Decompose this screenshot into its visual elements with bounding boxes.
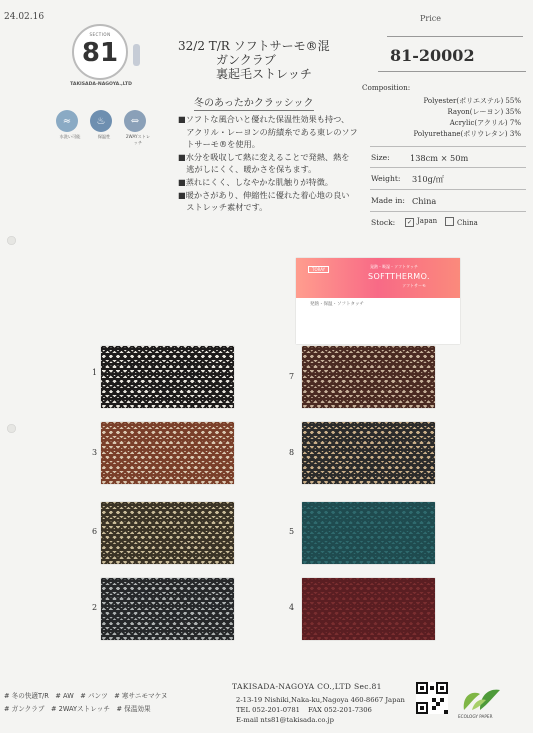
tag-sub: ソフトサーモ	[402, 283, 426, 288]
section-label: SECTION	[89, 32, 111, 37]
fabric-swatch[interactable]	[302, 578, 435, 640]
section-logo	[72, 24, 128, 80]
description-line: ■暖かさがあり、伸縮性に優れた着心地の良い	[178, 189, 350, 200]
fabric-swatch[interactable]	[101, 422, 234, 484]
description-line: 逃がしにくく、暖かさを保ちます。	[178, 164, 317, 175]
brand-small: TAKISADA-NAGOYA.,LTD	[70, 82, 132, 87]
feature-label: 2WAYストレッチ	[125, 134, 151, 145]
composition-item: Polyester(ポリエステル) 55%	[423, 97, 521, 105]
punch-hole	[7, 424, 16, 433]
hashtag-list	[4, 690, 167, 716]
company-address: 2-13-19 Nishiki,Naka-ku,Nagoya 460-8667 Japan	[236, 696, 405, 704]
yarn-tube-icon	[133, 44, 140, 66]
stretch-icon: ⇔	[124, 110, 146, 132]
product-description	[178, 113, 374, 214]
stock-china-label: China	[457, 219, 478, 227]
divider	[370, 167, 526, 168]
swatch-number: 1	[92, 368, 98, 377]
composition-item: Polyurethane(ポリウレタン) 3%	[413, 130, 521, 138]
qr-code-icon[interactable]	[416, 682, 448, 714]
ecology-leaf-icon	[458, 684, 504, 714]
price-label: Price	[420, 14, 441, 23]
hashtag-line: # ガンクラブ # 2WAYストレッチ # 保温効果	[4, 705, 151, 713]
issue-date: 24.02.16	[4, 12, 45, 22]
company-name: TAKISADA-NAGOYA CO.,LTD Sec.81	[232, 682, 382, 691]
swatch-number: 6	[92, 527, 98, 536]
description-line: ■ソフトな風合いと優れた保温性効果も持つ、	[178, 114, 350, 124]
fabric-swatch[interactable]	[101, 346, 234, 408]
divider	[387, 36, 523, 37]
made-in-value: China	[412, 196, 437, 206]
description-line: トサーモ®を使用。	[178, 139, 260, 150]
softthermo-tag	[296, 258, 460, 344]
size-value: 138cm × 50m	[410, 153, 469, 163]
tag-badge: TORAY	[308, 266, 329, 273]
fabric-swatch[interactable]	[302, 422, 435, 484]
product-subtitle: 冬のあったかクラッシック	[194, 94, 314, 111]
company-email[interactable]: E-mail nts81@takisada.co.jp	[236, 716, 335, 724]
description-line: ■水分を吸収して熱に変えることで発熱、熱を	[178, 151, 350, 162]
water-wash-icon: ≈	[56, 110, 78, 132]
product-title-line1: 32/2 T/R ソフトサーモ®混	[178, 39, 330, 53]
stock-china-checkbox[interactable]	[445, 217, 454, 226]
product-title-line2: ガンクラブ	[216, 53, 276, 67]
swatch-number: 8	[289, 448, 295, 457]
feature-item	[56, 110, 84, 146]
divider	[370, 189, 526, 190]
swatch-number: 3	[92, 448, 98, 457]
fabric-swatch[interactable]	[302, 346, 435, 408]
stock-japan-label: Japan	[417, 217, 438, 225]
description-line: ■蒸れにくく、しなやかな肌触りが特徴。	[178, 176, 333, 187]
description-line: ストレッチ素材です。	[178, 202, 268, 213]
divider	[370, 211, 526, 212]
divider	[378, 71, 526, 72]
feature-label: 水洗い可能	[59, 134, 81, 139]
feature-label: 保温性	[97, 134, 111, 139]
tag-small-text: 発熱・吸湿・ソフトタッチ	[370, 264, 418, 269]
hashtag-line: # 冬の快適T/R # AW # パンツ # 寒サニモマケヌ	[4, 692, 168, 700]
swatch-number: 5	[289, 527, 295, 536]
swatch-number: 4	[289, 603, 295, 612]
feature-item	[90, 110, 118, 146]
tag-body: 発熱・保温・ソフトタッチ	[310, 302, 364, 307]
swatch-number: 2	[92, 603, 98, 612]
section-number: 81	[81, 38, 119, 68]
stock-label: Stock:	[371, 218, 396, 227]
company-tel: TEL 052-201-0781	[236, 706, 301, 714]
composition-label: Composition:	[362, 83, 411, 92]
composition-item: Rayon(レーヨン) 35%	[447, 108, 521, 116]
divider	[370, 146, 526, 147]
weight-value: 310g/㎡	[412, 174, 444, 184]
composition-item: Acrylic(アクリル) 7%	[449, 119, 521, 127]
punch-hole	[7, 236, 16, 245]
feature-icons	[56, 110, 152, 146]
description-line: アクリル・レーヨンの紡績糸である東レのソフ	[178, 126, 358, 137]
fabric-swatch[interactable]	[302, 502, 435, 564]
size-label: Size:	[371, 153, 390, 162]
swatch-number: 7	[289, 372, 295, 381]
made-in-label: Made in:	[371, 196, 405, 205]
stock-japan	[405, 217, 437, 227]
weight-label: Weight:	[371, 174, 401, 183]
thermal-icon: ♨	[90, 110, 112, 132]
tag-header	[296, 258, 460, 298]
feature-item	[124, 110, 152, 146]
product-code: 81-20002	[390, 46, 475, 65]
ecology-paper-label: ECOLOGY PAPER	[458, 714, 493, 719]
fabric-swatch[interactable]	[101, 502, 234, 564]
stock-china	[445, 217, 478, 227]
company-fax: FAX 052-201-7306	[308, 706, 372, 714]
stock-japan-checkbox[interactable]: ✓	[406, 219, 413, 226]
fabric-swatch[interactable]	[101, 578, 234, 640]
tag-brand: SOFTTHERMO.	[368, 272, 430, 281]
product-title-line3: 裏起毛ストレッチ	[216, 67, 312, 81]
